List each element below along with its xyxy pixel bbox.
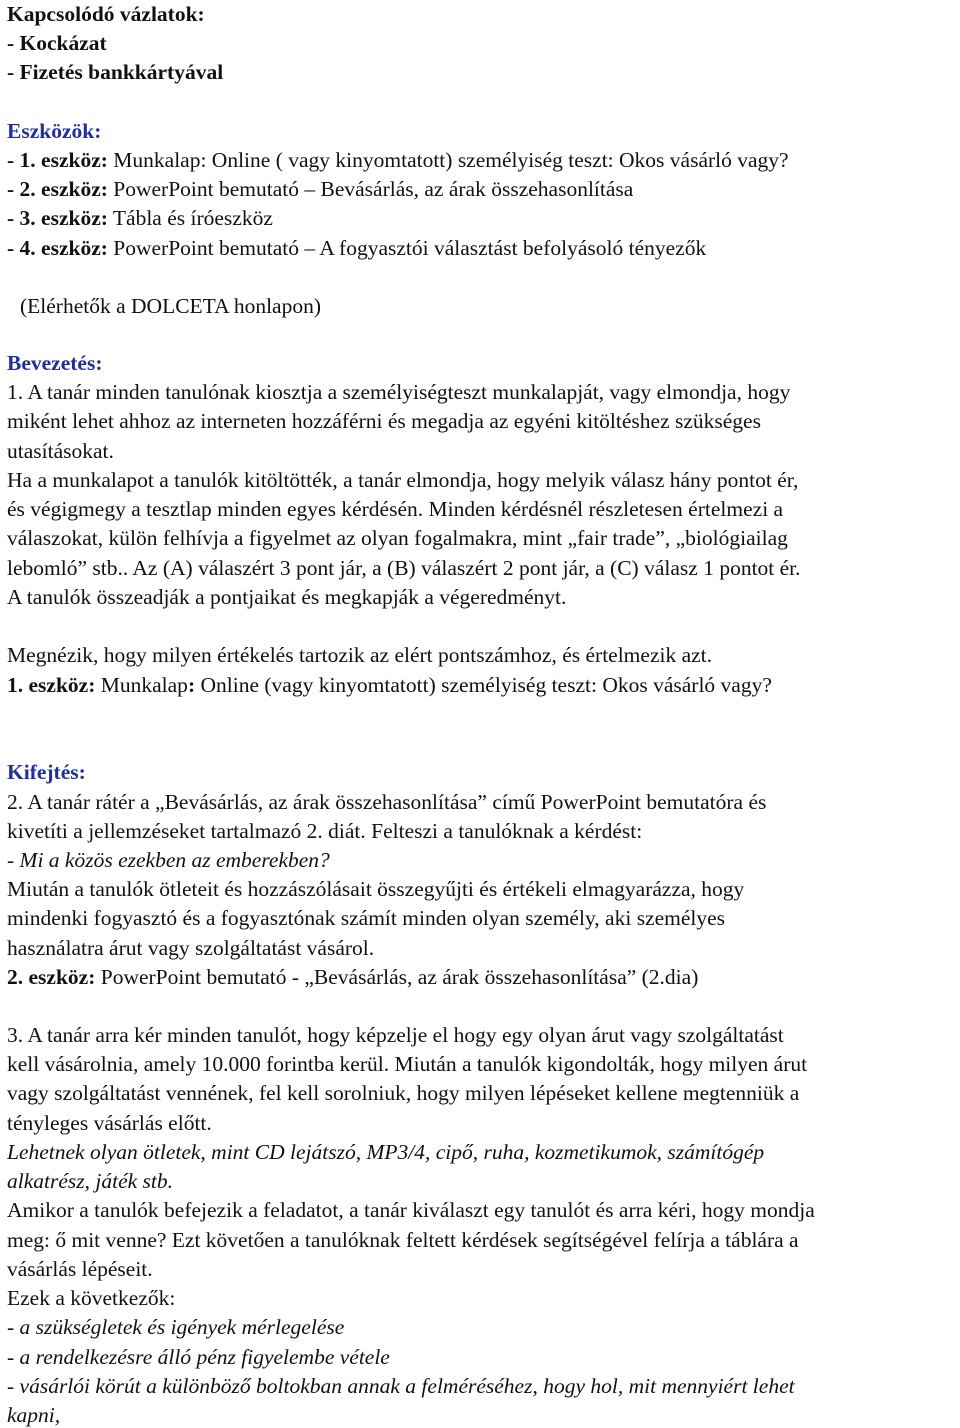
tool-item: - 2. eszköz: PowerPoint bemutató – Bevásárlás, az árak összehasonlítása: [7, 177, 634, 201]
step-item: kapni,: [7, 1403, 61, 1427]
step-item: - a szükségletek és igények mérlegelése: [7, 1315, 345, 1339]
paragraph-line: Ezek a következők:: [7, 1286, 176, 1310]
heading-tools: Eszközök:: [7, 119, 102, 143]
tool-reference: 2. eszköz: PowerPoint bemutató - „Bevásárlás, az árak összehasonlítása” (2.dia): [7, 965, 699, 989]
related-item: - Kockázat: [7, 31, 107, 55]
paragraph-line: kell vásárolnia, amely 10.000 forintba kerül. Miután a tanulók kigondolták, hogy milyen árut: [7, 1052, 808, 1076]
paragraph-line: mindenki fogyasztó és a fogyasztónak számít minden olyan személy, aki személyes: [7, 906, 726, 930]
paragraph-line: meg: ő mit venne? Ezt követően a tanulóknak feltett kérdések segítségével felírja a táblára a: [7, 1228, 799, 1252]
paragraph-line: kivetíti a jellemzéseket tartalmazó 2. diát. Felteszi a tanulóknak a kérdést:: [7, 819, 643, 843]
tools-note: (Elérhetők a DOLCETA honlapon): [20, 294, 321, 318]
paragraph-line: lebomló” stb.. Az (A) válaszért 3 pont jár, a (B) válaszért 2 pont jár, a (C) válasz 1 pontot ér.: [7, 556, 801, 580]
tool-reference: 1. eszköz: Munkalap: Online (vagy kinyomtatott) személyiség teszt: Okos vásárló vagy?: [7, 673, 772, 697]
paragraph-line: 2. A tanár rátér a „Bevásárlás, az árak összehasonlítása” című PowerPoint bemutatóra és: [7, 790, 767, 814]
tool-item: - 4. eszköz: PowerPoint bemutató – A fogyasztói választást befolyásoló tényezők: [7, 236, 707, 260]
example-line: Lehetnek olyan ötletek, mint CD lejátszó, MP3/4, cipő, ruha, kozmetikumok, számítógép: [7, 1140, 765, 1164]
step-item: - vásárlói körút a különböző boltokban annak a felméréséhez, hogy hol, mit mennyiért lehet: [7, 1374, 795, 1398]
heading-body: Kifejtés:: [7, 760, 86, 784]
paragraph-line: miként lehet ahhoz az interneten hozzáférni és megadja az egyéni kitöltéshez szükséges: [7, 409, 761, 433]
paragraph-line: vagy szolgáltatást vennének, fel kell sorolniuk, hogy milyen lépéseket kellene megtenniük a: [7, 1081, 800, 1105]
tool-item: - 1. eszköz: Munkalap: Online ( vagy kinyomtatott) személyiség teszt: Okos vásárló vagy?: [7, 148, 789, 172]
paragraph-line: vásárlás lépéseit.: [7, 1257, 153, 1281]
heading-intro: Bevezetés:: [7, 351, 103, 375]
step-item: - a rendelkezésre álló pénz figyelembe vétele: [7, 1345, 390, 1369]
heading-related: Kapcsolódó vázlatok:: [7, 2, 205, 26]
example-line: alkatrész, játék stb.: [7, 1169, 174, 1193]
paragraph-line: használatra árut vagy szolgáltatást vásárol.: [7, 936, 375, 960]
paragraph-line: tényleges vásárlás előtt.: [7, 1111, 212, 1135]
paragraph-line: Miután a tanulók ötleteit és hozzászólásait összegyűjti és értékeli elmagyarázza, hogy: [7, 877, 745, 901]
paragraph-line: 3. A tanár arra kér minden tanulót, hogy képzelje el hogy egy olyan árut vagy szolgáltatást: [7, 1023, 784, 1047]
paragraph-line: és végigmegy a tesztlap minden egyes kérdésén. Minden kérdésnél részletesen értelmezi a: [7, 497, 784, 521]
paragraph-line: Amikor a tanulók befejezik a feladatot, a tanár kiválaszt egy tanulót és arra kéri, hogy mondja: [7, 1198, 815, 1222]
paragraph-line: válaszokat, külön felhívja a figyelmet az olyan fogalmakra, mint „fair trade”, „biológiailag: [7, 526, 788, 550]
paragraph-line: Ha a munkalapot a tanulók kitöltötték, a tanár elmondja, hogy melyik válasz hány pontot ér,: [7, 468, 799, 492]
paragraph-line: Megnézik, hogy milyen értékelés tartozik az elért pontszámhoz, és értelmezik azt.: [7, 643, 713, 667]
paragraph-line: A tanulók összeadják a pontjaikat és megkapják a végeredményt.: [7, 585, 567, 609]
tool-item: - 3. eszköz: Tábla és íróeszköz: [7, 206, 273, 230]
related-item: - Fizetés bankkártyával: [7, 60, 224, 84]
paragraph-line: utasításokat.: [7, 439, 114, 463]
question-line: - Mi a közös ezekben az emberekben?: [7, 848, 330, 872]
paragraph-line: 1. A tanár minden tanulónak kiosztja a személyiségteszt munkalapját, vagy elmondja, hogy: [7, 380, 791, 404]
